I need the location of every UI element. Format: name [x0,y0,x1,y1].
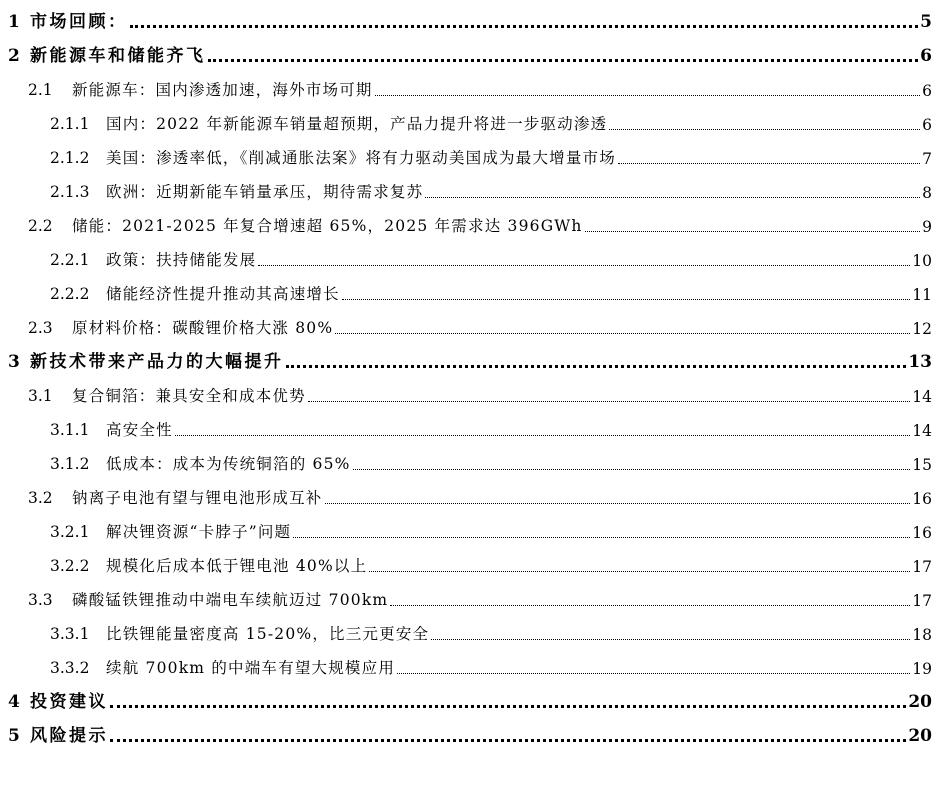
toc-entry-title [50,554,367,578]
toc-entry-title [8,687,108,714]
dot-leader [208,59,919,62]
dot-leader [130,25,919,28]
dot-leader [390,605,910,606]
dot-leader [425,197,920,198]
toc-entry-page-number: 5 [920,12,932,32]
toc-entry[interactable] [0,514,932,544]
toc-entry-title [50,418,173,442]
toc-entry-number: 4 [8,692,20,712]
toc-entry-title [50,180,423,204]
toc-entry-number: 5 [8,726,20,746]
toc-entry-title [50,520,291,544]
toc-entry-title [50,452,351,476]
toc-entry-page-number: 12 [912,320,932,338]
toc-entry-number: 2.2.1 [50,251,90,269]
toc-entry-page-number: 20 [908,692,932,712]
toc-entry-text: 新能源车和储能齐飞 [30,46,206,66]
dot-leader [293,537,910,538]
toc-entry-number: 2.2.2 [50,285,90,303]
toc-entry-number: 2.3 [28,319,53,337]
toc-entry-number: 3.3.2 [50,659,90,677]
toc-entry-number: 2.2 [28,217,53,235]
toc-entry-page-number: 15 [912,456,932,474]
toc-entry-page-number: 19 [912,660,932,678]
toc-entry-text: 比铁锂能量密度高 15-20%，比三元更安全 [106,625,430,643]
toc-entry-text: 解决锂资源“卡脖子”问题 [106,523,292,541]
toc-entry-title [28,384,306,408]
toc-entry[interactable] [0,174,932,204]
toc-entry[interactable] [0,4,932,34]
toc-entry-title [50,282,340,306]
toc-entry-text: 低成本：成本为传统铜箔的 65% [106,455,351,473]
dot-leader [175,435,910,436]
toc-entry-page-number: 13 [908,352,932,372]
dot-leader [618,163,920,164]
toc-entry[interactable] [0,548,932,578]
toc-entry-page-number: 6 [922,82,932,100]
toc-entry-number: 3.1.2 [50,455,90,473]
dot-leader [258,265,910,266]
toc-entry-title [8,347,284,374]
toc-entry-text: 储能：2021-2025 年复合增速超 65%，2025 年需求达 396GWh [72,217,583,235]
toc-entry[interactable] [0,582,932,612]
toc-entry-page-number: 20 [908,726,932,746]
toc-entry-page-number: 16 [912,490,932,508]
toc-entry-number: 3.1 [28,387,53,405]
toc-entry-page-number: 7 [922,150,932,168]
toc-entry-text: 国内：2022 年新能源车销量超预期，产品力提升将进一步驱动渗透 [106,115,608,133]
toc-entry[interactable] [0,718,932,748]
dot-leader [353,469,911,470]
toc-entry-number: 2.1.2 [50,149,90,167]
toc-entry-text: 新技术带来产品力的大幅提升 [30,352,284,372]
toc-entry-title [28,316,333,340]
toc-entry-number: 3.2.1 [50,523,90,541]
toc-entry-number: 3.3 [28,591,53,609]
toc-entry-title [50,622,429,646]
dot-leader [110,705,906,708]
toc-entry-page-number: 9 [922,218,932,236]
dot-leader [110,739,906,742]
toc-entry-title [8,721,108,748]
toc-entry[interactable] [0,344,932,374]
toc-entry-page-number: 10 [912,252,932,270]
toc-entry-text: 规模化后成本低于锂电池 40%以上 [106,557,368,575]
toc-entry[interactable] [0,106,932,136]
toc-entry[interactable] [0,242,932,272]
toc-entry-title [50,656,395,680]
dot-leader [585,231,921,232]
toc-entry-page-number: 6 [922,116,932,134]
toc-entry-number: 3 [8,352,20,372]
toc-entry-page-number: 18 [912,626,932,644]
toc-entry[interactable] [0,412,932,442]
toc-entry[interactable] [0,208,932,238]
toc-entry-page-number: 8 [922,184,932,202]
toc-entry-number: 3.3.1 [50,625,90,643]
toc-entry-page-number: 11 [912,286,932,304]
dot-leader [431,639,910,640]
toc-entry-text: 钠离子电池有望与锂电池形成互补 [72,489,323,507]
toc-entry-text: 储能经济性提升推动其高速增长 [106,285,340,303]
dot-leader [397,673,910,674]
toc-entry-text: 欧洲：近期新能车销量承压，期待需求复苏 [106,183,424,201]
toc-entry-text: 投资建议 [30,692,108,712]
toc-entry-text: 美国：渗透率低，《削减通胀法案》将有力驱动美国成为最大增量市场 [106,149,616,167]
toc-entry-page-number: 16 [912,524,932,542]
toc-entry-page-number: 14 [912,388,932,406]
toc-entry-title [28,486,323,510]
toc-entry[interactable] [0,480,932,510]
toc-entry[interactable] [0,446,932,476]
toc-entry-text: 续航 700km 的中端车有望大规模应用 [106,659,396,677]
toc-entry-page-number: 17 [912,558,932,576]
toc-entry-page-number: 17 [912,592,932,610]
dot-leader [342,299,910,300]
toc-entry-page-number: 6 [920,46,932,66]
toc-entry-number: 3.2 [28,489,53,507]
toc-entry-number: 2 [8,46,20,66]
toc-entry-text: 复合铜箔：兼具安全和成本优势 [72,387,306,405]
toc-entry-text: 风险提示 [30,726,108,746]
toc-entry[interactable] [0,72,932,102]
toc-entry-text: 市场回顾： [30,12,128,32]
toc-entry-title [8,41,206,68]
toc-entry-number: 1 [8,12,20,32]
toc-entry-text: 新能源车：国内渗透加速，海外市场可期 [72,81,373,99]
dot-leader [308,401,910,402]
toc-entry[interactable] [0,378,932,408]
toc-entry-title [28,78,373,102]
toc-entry-title [50,248,256,272]
toc-entry-text: 政策：扶持储能发展 [106,251,257,269]
toc-entry-title [28,588,388,612]
toc-entry[interactable] [0,140,932,170]
dot-leader [325,503,911,504]
toc-entry[interactable] [0,276,932,306]
toc-entry-text: 磷酸锰铁锂推动中端电车续航迈过 700km [72,591,389,609]
toc-entry[interactable] [0,650,932,680]
toc-entry-title [50,146,616,170]
toc-entry-number: 3.1.1 [50,421,90,439]
toc-entry-page-number: 14 [912,422,932,440]
toc-entry-title [8,7,128,34]
toc-entry-text: 高安全性 [106,421,173,439]
toc-entry[interactable] [0,310,932,340]
toc-entry-number: 2.1.3 [50,183,90,201]
toc-entry-number: 2.1 [28,81,53,99]
toc-entry-title [28,214,583,238]
toc-entry-number: 3.2.2 [50,557,90,575]
toc-entry-number: 2.1.1 [50,115,90,133]
toc-entry[interactable] [0,684,932,714]
toc-entry-text: 原材料价格：碳酸锂价格大涨 80% [72,319,334,337]
dot-leader [335,333,910,334]
toc-entry-title [50,112,607,136]
dot-leader [286,365,907,368]
dot-leader [375,95,921,96]
toc-entry[interactable] [0,616,932,646]
dot-leader [609,129,920,130]
toc-entry[interactable] [0,38,932,68]
dot-leader [369,571,910,572]
